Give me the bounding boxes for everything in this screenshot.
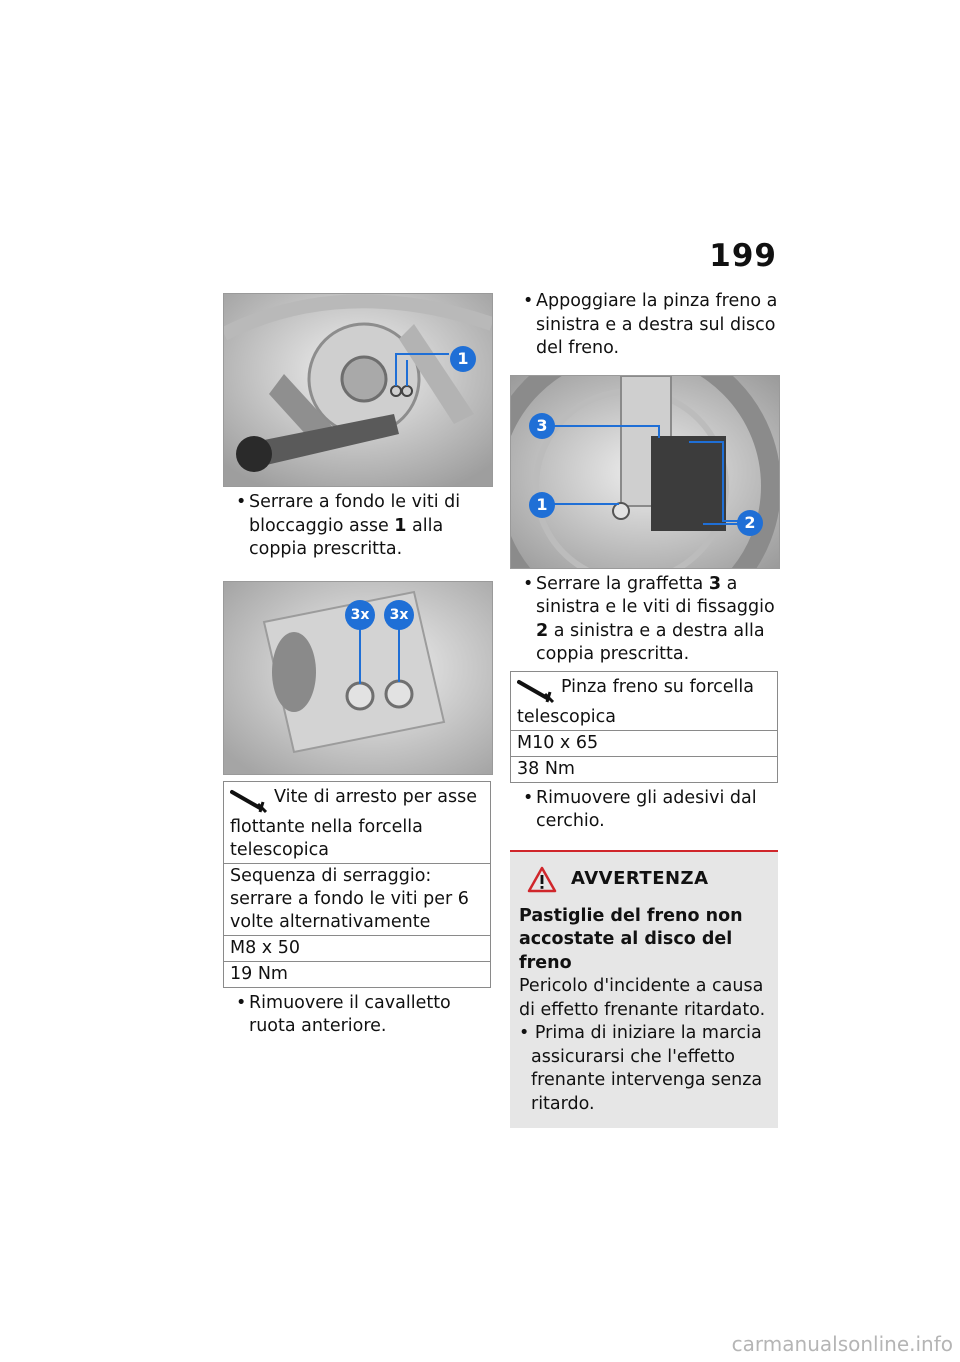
- callout-3x-left: 3x: [345, 600, 375, 630]
- ref-number: 1: [394, 515, 407, 536]
- callout-3x-right: 3x: [384, 600, 414, 630]
- step-remove-stand: • Rimuovere il cavalletto ruota anteriore.: [236, 992, 451, 1036]
- warning-title: Pastiglie del freno non accostate al disco del freno: [519, 905, 743, 973]
- caliper-illustration: [511, 376, 779, 568]
- right-column: [510, 290, 780, 1128]
- axle-illustration: [224, 294, 492, 486]
- step-text-c: a sinistra e a destra alla coppia prescritta.: [536, 620, 765, 664]
- callout-2: 2: [737, 510, 763, 536]
- step-text-a: Serrare la graffetta: [536, 573, 709, 594]
- callout-1: 1: [529, 492, 555, 518]
- torque-spec-table-caliper: [510, 671, 778, 783]
- spec-size: M8 x 50: [224, 935, 491, 961]
- watermark: carmanualsonline.info: [731, 1332, 953, 1356]
- step-text-end: alla coppia prescritta.: [249, 515, 444, 559]
- warning-bullet-text: Prima di iniziare la marcia assicurarsi che l'effetto frenante intervenga senza ritardo.: [531, 1023, 763, 1114]
- spec-torque: 38 Nm: [511, 756, 778, 782]
- torque-wrench-icon: [230, 786, 270, 816]
- warning-text: Pericolo d'incidente a causa di effetto frenante ritardato.: [519, 976, 766, 1020]
- torque-wrench-icon: [517, 676, 557, 706]
- step-tighten-caliper: • Serrare la graffetta 3 a sinistra e le viti di fissaggio 2 a sinistra e a destra alla coppia prescritta.: [523, 573, 775, 664]
- spec-torque: 19 Nm: [224, 961, 491, 987]
- warning-bullet: • Prima di iniziare la marcia assicurarsi che l'effetto frenante intervenga senza ritardo.: [519, 1023, 763, 1114]
- callout-1: 1: [450, 346, 476, 372]
- spec-title-cell: [224, 781, 491, 863]
- step-position-caliper: • Appoggiare la pinza freno a sinistra e a destra sul disco del freno.: [523, 291, 778, 358]
- ref-number-2: 2: [536, 620, 549, 641]
- warning-header: [527, 866, 769, 893]
- spec-size: M10 x 65: [511, 730, 778, 756]
- spec-sequence: Sequenza di serraggio: serrare a fondo le viti per 6 volte alternativamente: [224, 863, 491, 935]
- step-text: Rimuovere gli adesivi dal cerchio.: [536, 787, 757, 831]
- step-text: Rimuovere il cavalletto ruota anteriore.: [249, 992, 451, 1036]
- spec-title: Pinza freno su forcella telescopica: [517, 676, 754, 727]
- warning-box: [510, 850, 778, 1129]
- step-remove-stickers: • Rimuovere gli adesivi dal cerchio.: [523, 787, 757, 831]
- torque-spec-table-axle: [223, 781, 491, 988]
- figure-pinch-bolts: [223, 581, 493, 775]
- warning-label: AVVERTENZA: [571, 868, 709, 890]
- step-text: Appoggiare la pinza freno a sinistra e a destra sul disco del freno.: [536, 291, 778, 358]
- figure-axle-clamp-bolts: [223, 293, 493, 487]
- spec-title: Vite di arresto per asse flottante nella forcella telescopica: [230, 786, 477, 860]
- figure-brake-caliper: [510, 375, 780, 569]
- callout-3: 3: [529, 413, 555, 439]
- warning-triangle-icon: [527, 866, 557, 893]
- spec-title-cell: [511, 671, 778, 730]
- page-number: 199: [709, 238, 777, 274]
- step-tighten-axle: • Serrare a fondo le viti di bloccaggio asse 1 alla coppia prescritta.: [236, 492, 461, 559]
- step-text: Serrare a fondo le viti di bloccaggio asse: [249, 492, 461, 536]
- left-column: [223, 293, 493, 1039]
- step-text-b: a sinistra e le viti di fissaggio: [536, 573, 775, 617]
- ref-number-3: 3: [708, 573, 722, 594]
